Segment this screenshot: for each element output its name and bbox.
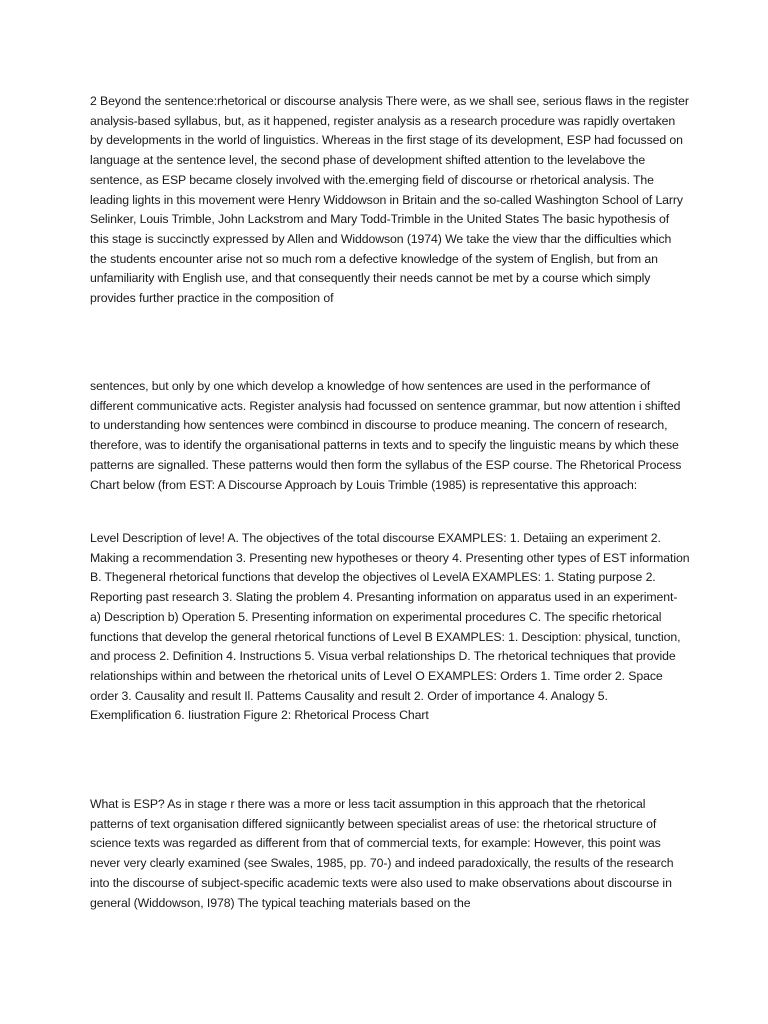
body-paragraph: sentences, but only by one which develop a knowledge of how sentences are used in the performance of different communicative acts. Register analysis had focussed on sentence grammar, but now attention i shifted to understanding how sentences were combincd in discourse to produce meaning. The concern of research, therefore, was to identify the organisational patterns in texts and to specify the linguistic means by which these patterns are signalled. These patterns would then form the syllabus of the ESP course. The Rhetorical Process Chart below (from EST: A Discourse Approach by Louis Trimble (1985) is representative this approach: xyxy=(90,379,682,492)
rhetorical-process-chart-paragraph: Level Description of leve! A. The objectives of the total discourse EXAMPLES: 1. Detaiing an experiment 2. Making a recommendation 3. Presenting new hypotheses or theory 4. Presenting other types of EST information B. Thegeneral rhetorical functions that develop the objectives ol LevelA EXAMPLES: 1. Stating purpose 2. Reporting past research 3. Slating the problem 4. Presanting information on apparatus used in an experiment- a) Description b) Operation 5. Presenting information on experimental procedures C. The specific rhetorical functions that develop the general rhetorical functions of Level B EXAMPLES: 1. Desciption: physical, tunction, and process 2. Definition 4. Instructions 5. Visua verbal relationships D. The rhetorical techniques that provide relationships within and between the rhetorical units of Level O EXAMPLES: Orders 1. Time order 2. Space order 3. Causality and result Il. Pattems Causality and result 2. Order of importance 4. Analogy 5. Exemplification 6. Iiustration Figure 2: Rhetorical Process Chart xyxy=(90,531,690,723)
body-paragraph: What is ESP? As in stage r there was a more or less tacit assumption in this approach that the rhetorical patterns of text organisation differed signiicantly between specialist areas of use: the rhetorical structure of science texts was regarded as different from that of commercial texts, for example: However, this point was never very clearly examined (see Swales, 1985, pp. 70-) and indeed paradoxically, the results of the research into the discourse of subject-specific academic texts were also used to make observations about discourse in general (Widdowson, I978) The typical teaching materials based on the xyxy=(90,797,674,910)
body-paragraph: 2 Beyond the sentence:rhetorical or discourse analysis There were, as we shall see, serious flaws in the register analysis-based syllabus, but, as it happened, register analysis as a research procedure was rapidly overtaken by developments in the world of linguistics. Whereas in the first stage of its development, ESP had focussed on language at the sentence level, the second phase of development shifted attention to the levelabove the sentence, as ESP became closely involved with the.emerging field of discourse or rhetorical analysis. The leading lights in this movement were Henry Widdowson in Britain and the so-called Washington School of Larry Selinker, Louis Trimble, John Lackstrom and Mary Todd-Trimble in the United States The basic hypothesis of this stage is succinctly expressed by Allen and Widdowson (1974) We take the view thar the difficulties which the students encounter arise not so much rom a defective knowledge of the system of English, but from an unfamiliarity with English use, and that consequently their needs cannot be met by a course which simply provides further practice in the composition of xyxy=(90,94,689,306)
